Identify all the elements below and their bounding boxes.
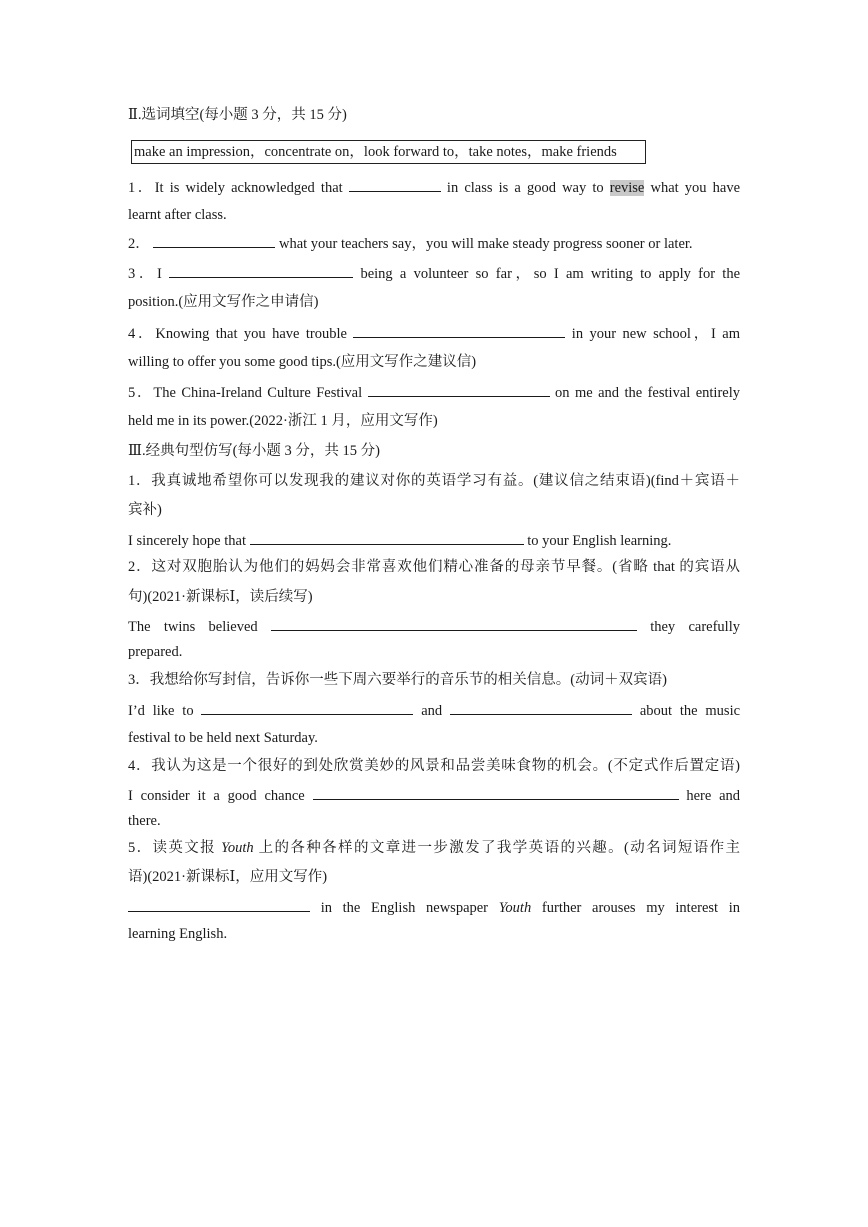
q3-3-text-b: about the music bbox=[639, 703, 741, 719]
q3-1-text-a: I sincerely hope that bbox=[128, 533, 246, 549]
q2-4-text-a: 4．Knowing that you have trouble bbox=[128, 326, 347, 342]
newspaper-name: Youth bbox=[221, 840, 254, 856]
q3-4-en-line1 bbox=[128, 785, 740, 806]
q2-1-line1 bbox=[128, 177, 740, 198]
answer-blank[interactable] bbox=[271, 616, 637, 631]
answer-blank[interactable] bbox=[201, 700, 413, 715]
q3-1-cn-line1: 1．我真诚地希望你可以发现我的建议对你的英语学习有益。(建议信之结束语)(find＋宾语＋ bbox=[128, 473, 740, 489]
q3-5-cn-text-a: 5．读英文报 bbox=[128, 840, 217, 856]
q3-5-text-a: in the English newspaper bbox=[320, 900, 489, 916]
q3-2-en-line2: prepared. bbox=[128, 644, 183, 660]
q3-3-text-mid: and bbox=[421, 703, 443, 719]
q3-1-en-line bbox=[128, 530, 740, 551]
section-3-title: Ⅲ.经典句型仿写(每小题 3 分，共 15 分) bbox=[128, 443, 381, 459]
answer-blank[interactable] bbox=[169, 263, 353, 278]
answer-blank[interactable] bbox=[353, 323, 565, 338]
q3-2-text-a: The twins believed bbox=[128, 619, 258, 635]
q3-3-en-line1 bbox=[128, 700, 740, 721]
q3-5-en-line2: learning English. bbox=[128, 926, 228, 942]
q3-1-cn-line2: 宾补) bbox=[128, 502, 162, 518]
q3-3-en-line2: festival to be held next Saturday. bbox=[128, 730, 318, 746]
q3-4-text-a: I consider it a good chance bbox=[128, 788, 305, 804]
q3-5-en-line1 bbox=[128, 897, 740, 918]
section-2-title: Ⅱ.选词填空(每小题 3 分，共 15 分) bbox=[128, 107, 347, 123]
q3-2-text-b: they carefully bbox=[650, 619, 740, 635]
q3-3-cn-line1: 3．我想给你写封信，告诉你一些下周六要举行的音乐节的相关信息。(动词＋双宾语) bbox=[128, 672, 667, 688]
word-bank-box: make an impression，concentrate on，look forward to，take notes，make friends bbox=[131, 140, 646, 164]
q3-2-cn-line2: 句)(2021·新课标Ⅰ，读后续写) bbox=[128, 589, 313, 605]
q2-1-line2: learnt after class. bbox=[128, 207, 227, 223]
answer-blank[interactable] bbox=[313, 785, 679, 800]
q2-5-line2: held me in its power.(2022·浙江 1 月，应用文写作) bbox=[128, 413, 438, 429]
q2-5-text-b: on me and the festival entirely bbox=[555, 385, 740, 401]
q2-3-text-b: being a volunteer so far，so I am writing to apply for the bbox=[360, 266, 741, 282]
answer-blank[interactable] bbox=[153, 233, 275, 248]
q3-2-en-line1 bbox=[128, 616, 740, 637]
q2-2-text-a: 2． bbox=[128, 236, 150, 252]
answer-blank[interactable] bbox=[128, 897, 310, 912]
q2-3-text-a: 3．I bbox=[128, 266, 162, 282]
q3-5-text-b: further arouses my interest in bbox=[541, 900, 741, 916]
q2-4-line1 bbox=[128, 323, 740, 344]
q3-1-text-b: to your English learning. bbox=[527, 533, 672, 549]
q2-4-text-b: in your new school，I am bbox=[571, 326, 740, 342]
q2-3-line1 bbox=[128, 263, 740, 284]
q3-4-text-b: here and bbox=[686, 788, 741, 804]
q2-5-line1 bbox=[128, 382, 740, 403]
q2-5-text-a: 5．The China-Ireland Culture Festival bbox=[128, 385, 363, 401]
newspaper-name: Youth bbox=[498, 900, 532, 916]
q2-2-line1 bbox=[128, 233, 740, 254]
q2-1-text-b: in class is a good way to bbox=[446, 180, 604, 196]
answer-blank[interactable] bbox=[250, 530, 524, 545]
q3-4-en-line2: there. bbox=[128, 813, 161, 829]
q3-3-text-a: I’d like to bbox=[128, 703, 194, 719]
q3-5-cn-line1 bbox=[128, 838, 740, 858]
answer-blank[interactable] bbox=[450, 700, 632, 715]
q2-1-text-c: what you have bbox=[650, 180, 741, 196]
q2-1-text-a: 1．It is widely acknowledged that bbox=[128, 180, 343, 196]
q3-5-cn-text-b: 上的各种各样的文章进一步激发了我学英语的兴趣。(动名词短语作主 bbox=[258, 840, 741, 856]
highlighted-word: revise bbox=[609, 180, 645, 196]
answer-blank[interactable] bbox=[349, 177, 441, 192]
answer-blank[interactable] bbox=[368, 382, 550, 397]
q3-2-cn-line1: 2．这对双胞胎认为他们的妈妈会非常喜欢他们精心准备的母亲节早餐。(省略 that 的宾语从 bbox=[128, 559, 740, 575]
q3-5-cn-line2: 语)(2021·新课标Ⅰ，应用文写作) bbox=[128, 869, 328, 885]
q2-2-text-b: what your teachers say，you will make steady progress sooner or later. bbox=[279, 236, 693, 252]
q2-3-line2: position.(应用文写作之申请信) bbox=[128, 294, 319, 310]
q2-4-line2: willing to offer you some good tips.(应用文写作之建议信) bbox=[128, 354, 477, 370]
q3-4-cn-line1: 4．我认为这是一个很好的到处欣赏美妙的风景和品尝美味食物的机会。(不定式作后置定语) bbox=[128, 758, 740, 774]
